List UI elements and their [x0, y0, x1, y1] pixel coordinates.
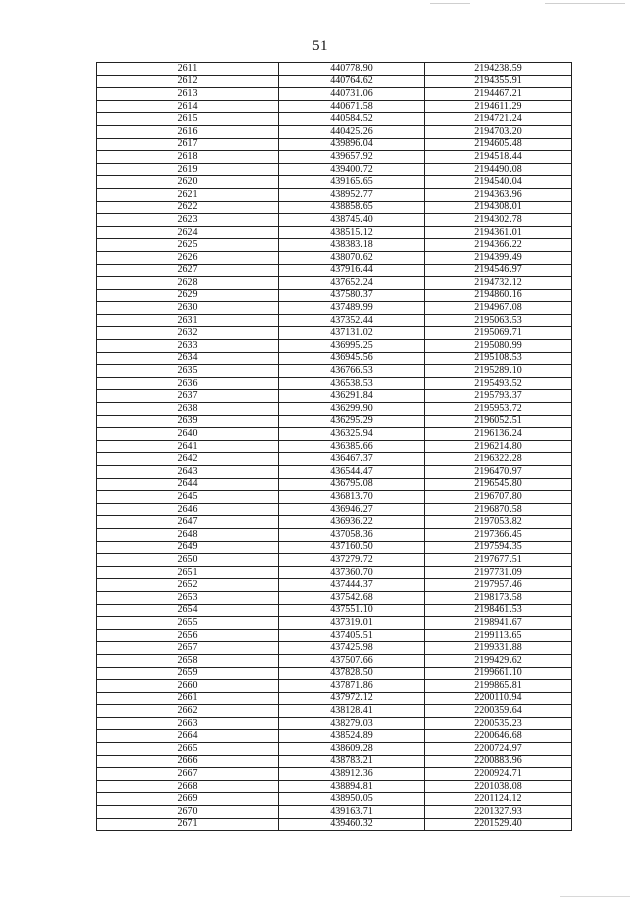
point-number-cell: 2648 — [97, 528, 279, 541]
x-coordinate-cell: 438524.89 — [279, 730, 425, 743]
x-coordinate-cell: 438279.03 — [279, 717, 425, 730]
table-row — [97, 352, 572, 365]
y-coordinate-cell: 2196136.24 — [425, 428, 572, 441]
table-row — [97, 176, 572, 189]
y-coordinate-cell: 2201038.08 — [425, 780, 572, 793]
x-coordinate-cell: 440731.06 — [279, 88, 425, 101]
y-coordinate-cell: 2194518.44 — [425, 151, 572, 164]
point-number-cell: 2671 — [97, 818, 279, 831]
table-row — [97, 390, 572, 403]
y-coordinate-cell: 2201529.40 — [425, 818, 572, 831]
point-number-cell: 2632 — [97, 327, 279, 340]
x-coordinate-cell: 437360.70 — [279, 566, 425, 579]
y-coordinate-cell: 2196322.28 — [425, 453, 572, 466]
point-number-cell: 2618 — [97, 151, 279, 164]
x-coordinate-cell: 438912.36 — [279, 768, 425, 781]
point-number-cell: 2642 — [97, 453, 279, 466]
x-coordinate-cell: 436295.29 — [279, 415, 425, 428]
table-row — [97, 554, 572, 567]
point-number-cell: 2666 — [97, 755, 279, 768]
table-row — [97, 503, 572, 516]
y-coordinate-cell: 2200724.97 — [425, 743, 572, 756]
y-coordinate-cell: 2201124.12 — [425, 793, 572, 806]
x-coordinate-cell: 440584.52 — [279, 113, 425, 126]
point-number-cell: 2627 — [97, 264, 279, 277]
x-coordinate-cell: 436795.08 — [279, 478, 425, 491]
y-coordinate-cell: 2201327.93 — [425, 806, 572, 819]
y-coordinate-cell: 2196214.80 — [425, 440, 572, 453]
table-row — [97, 251, 572, 264]
point-number-cell: 2654 — [97, 604, 279, 617]
point-number-cell: 2644 — [97, 478, 279, 491]
x-coordinate-cell: 438609.28 — [279, 743, 425, 756]
x-coordinate-cell: 439657.92 — [279, 151, 425, 164]
point-number-cell: 2668 — [97, 780, 279, 793]
point-number-cell: 2639 — [97, 415, 279, 428]
point-number-cell: 2652 — [97, 579, 279, 592]
x-coordinate-cell: 437871.86 — [279, 680, 425, 693]
point-number-cell: 2658 — [97, 654, 279, 667]
y-coordinate-cell: 2194860.16 — [425, 289, 572, 302]
x-coordinate-cell: 437916.44 — [279, 264, 425, 277]
point-number-cell: 2612 — [97, 75, 279, 88]
point-number-cell: 2640 — [97, 428, 279, 441]
x-coordinate-cell: 436936.22 — [279, 516, 425, 529]
x-coordinate-cell: 440671.58 — [279, 100, 425, 113]
x-coordinate-cell: 440778.90 — [279, 63, 425, 76]
table-row — [97, 88, 572, 101]
x-coordinate-cell: 440764.62 — [279, 75, 425, 88]
x-coordinate-cell: 437542.68 — [279, 591, 425, 604]
y-coordinate-cell: 2199331.88 — [425, 642, 572, 655]
table-row — [97, 579, 572, 592]
x-coordinate-cell: 439163.71 — [279, 806, 425, 819]
scan-artifact-bottom — [560, 896, 630, 897]
y-coordinate-cell: 2195289.10 — [425, 365, 572, 378]
y-coordinate-cell: 2197053.82 — [425, 516, 572, 529]
x-coordinate-cell: 439400.72 — [279, 163, 425, 176]
x-coordinate-cell: 438783.21 — [279, 755, 425, 768]
x-coordinate-cell: 436945.56 — [279, 352, 425, 365]
point-number-cell: 2670 — [97, 806, 279, 819]
point-number-cell: 2665 — [97, 743, 279, 756]
y-coordinate-cell: 2194302.78 — [425, 214, 572, 227]
point-number-cell: 2659 — [97, 667, 279, 680]
table-row — [97, 440, 572, 453]
point-number-cell: 2662 — [97, 705, 279, 718]
table-row — [97, 478, 572, 491]
table-row — [97, 604, 572, 617]
table-row — [97, 466, 572, 479]
table-row — [97, 717, 572, 730]
point-number-cell: 2645 — [97, 491, 279, 504]
x-coordinate-cell: 437972.12 — [279, 692, 425, 705]
table-row — [97, 403, 572, 416]
y-coordinate-cell: 2194605.48 — [425, 138, 572, 151]
point-number-cell: 2614 — [97, 100, 279, 113]
table-row — [97, 692, 572, 705]
x-coordinate-cell: 436544.47 — [279, 466, 425, 479]
table-row — [97, 188, 572, 201]
scan-artifact-top-1 — [430, 3, 470, 4]
table-row — [97, 793, 572, 806]
table-row — [97, 100, 572, 113]
y-coordinate-cell: 2200646.68 — [425, 730, 572, 743]
table-row — [97, 340, 572, 353]
table-row — [97, 377, 572, 390]
y-coordinate-cell: 2200110.94 — [425, 692, 572, 705]
table-row — [97, 806, 572, 819]
y-coordinate-cell: 2196707.80 — [425, 491, 572, 504]
table-row — [97, 566, 572, 579]
point-number-cell: 2635 — [97, 365, 279, 378]
table-row — [97, 680, 572, 693]
table-row — [97, 113, 572, 126]
table-row — [97, 264, 572, 277]
point-number-cell: 2655 — [97, 617, 279, 630]
table-row — [97, 768, 572, 781]
page-number: 51 — [312, 38, 328, 54]
table-row — [97, 617, 572, 630]
x-coordinate-cell: 437058.36 — [279, 528, 425, 541]
y-coordinate-cell: 2197731.09 — [425, 566, 572, 579]
coordinates-table-body — [97, 63, 572, 831]
point-number-cell: 2616 — [97, 125, 279, 138]
table-row — [97, 302, 572, 315]
x-coordinate-cell: 437352.44 — [279, 314, 425, 327]
y-coordinate-cell: 2194361.01 — [425, 226, 572, 239]
x-coordinate-cell: 440425.26 — [279, 125, 425, 138]
point-number-cell: 2626 — [97, 251, 279, 264]
scan-artifact-top-2 — [545, 3, 625, 4]
point-number-cell: 2625 — [97, 239, 279, 252]
point-number-cell: 2647 — [97, 516, 279, 529]
point-number-cell: 2622 — [97, 201, 279, 214]
x-coordinate-cell: 437507.66 — [279, 654, 425, 667]
table-row — [97, 75, 572, 88]
point-number-cell: 2661 — [97, 692, 279, 705]
point-number-cell: 2646 — [97, 503, 279, 516]
x-coordinate-cell: 438894.81 — [279, 780, 425, 793]
table-row — [97, 226, 572, 239]
y-coordinate-cell: 2195493.52 — [425, 377, 572, 390]
x-coordinate-cell: 438745.40 — [279, 214, 425, 227]
y-coordinate-cell: 2194355.91 — [425, 75, 572, 88]
y-coordinate-cell: 2194721.24 — [425, 113, 572, 126]
point-number-cell: 2663 — [97, 717, 279, 730]
point-number-cell: 2667 — [97, 768, 279, 781]
point-number-cell: 2636 — [97, 377, 279, 390]
table-row — [97, 428, 572, 441]
x-coordinate-cell: 437652.24 — [279, 277, 425, 290]
point-number-cell: 2628 — [97, 277, 279, 290]
y-coordinate-cell: 2195069.71 — [425, 327, 572, 340]
point-number-cell: 2637 — [97, 390, 279, 403]
y-coordinate-cell: 2197957.46 — [425, 579, 572, 592]
point-number-cell: 2624 — [97, 226, 279, 239]
table-row — [97, 239, 572, 252]
y-coordinate-cell: 2194967.08 — [425, 302, 572, 315]
y-coordinate-cell: 2195080.99 — [425, 340, 572, 353]
x-coordinate-cell: 439896.04 — [279, 138, 425, 151]
table-row — [97, 491, 572, 504]
point-number-cell: 2651 — [97, 566, 279, 579]
y-coordinate-cell: 2194308.01 — [425, 201, 572, 214]
y-coordinate-cell: 2194703.20 — [425, 125, 572, 138]
x-coordinate-cell: 438070.62 — [279, 251, 425, 264]
point-number-cell: 2656 — [97, 629, 279, 642]
table-row — [97, 780, 572, 793]
x-coordinate-cell: 437425.98 — [279, 642, 425, 655]
y-coordinate-cell: 2194399.49 — [425, 251, 572, 264]
x-coordinate-cell: 439460.32 — [279, 818, 425, 831]
x-coordinate-cell: 437489.99 — [279, 302, 425, 315]
point-number-cell: 2621 — [97, 188, 279, 201]
y-coordinate-cell: 2194467.21 — [425, 88, 572, 101]
table-row — [97, 163, 572, 176]
table-row — [97, 63, 572, 76]
x-coordinate-cell: 437580.37 — [279, 289, 425, 302]
table-row — [97, 415, 572, 428]
y-coordinate-cell: 2195108.53 — [425, 352, 572, 365]
x-coordinate-cell: 437319.01 — [279, 617, 425, 630]
y-coordinate-cell: 2196545.80 — [425, 478, 572, 491]
table-row — [97, 314, 572, 327]
x-coordinate-cell: 437828.50 — [279, 667, 425, 680]
point-number-cell: 2638 — [97, 403, 279, 416]
y-coordinate-cell: 2194366.22 — [425, 239, 572, 252]
point-number-cell: 2649 — [97, 541, 279, 554]
y-coordinate-cell: 2194540.04 — [425, 176, 572, 189]
point-number-cell: 2617 — [97, 138, 279, 151]
x-coordinate-cell: 438515.12 — [279, 226, 425, 239]
y-coordinate-cell: 2195063.53 — [425, 314, 572, 327]
table-row — [97, 629, 572, 642]
x-coordinate-cell: 436538.53 — [279, 377, 425, 390]
table-row — [97, 125, 572, 138]
x-coordinate-cell: 436995.25 — [279, 340, 425, 353]
y-coordinate-cell: 2194363.96 — [425, 188, 572, 201]
point-number-cell: 2650 — [97, 554, 279, 567]
table-row — [97, 214, 572, 227]
y-coordinate-cell: 2200924.71 — [425, 768, 572, 781]
y-coordinate-cell: 2194732.12 — [425, 277, 572, 290]
x-coordinate-cell: 436813.70 — [279, 491, 425, 504]
table-row — [97, 151, 572, 164]
table-row — [97, 365, 572, 378]
y-coordinate-cell: 2196870.58 — [425, 503, 572, 516]
y-coordinate-cell: 2194490.08 — [425, 163, 572, 176]
y-coordinate-cell: 2195793.37 — [425, 390, 572, 403]
x-coordinate-cell: 437279.72 — [279, 554, 425, 567]
table-row — [97, 667, 572, 680]
y-coordinate-cell: 2195953.72 — [425, 403, 572, 416]
y-coordinate-cell: 2200359.64 — [425, 705, 572, 718]
y-coordinate-cell: 2194611.29 — [425, 100, 572, 113]
table-row — [97, 743, 572, 756]
point-number-cell: 2623 — [97, 214, 279, 227]
x-coordinate-cell: 439165.65 — [279, 176, 425, 189]
point-number-cell: 2641 — [97, 440, 279, 453]
table-row — [97, 755, 572, 768]
x-coordinate-cell: 438128.41 — [279, 705, 425, 718]
y-coordinate-cell: 2197366.45 — [425, 528, 572, 541]
table-row — [97, 453, 572, 466]
y-coordinate-cell: 2198461.53 — [425, 604, 572, 617]
point-number-cell: 2653 — [97, 591, 279, 604]
y-coordinate-cell: 2198941.67 — [425, 617, 572, 630]
y-coordinate-cell: 2194546.97 — [425, 264, 572, 277]
x-coordinate-cell: 436385.66 — [279, 440, 425, 453]
point-number-cell: 2620 — [97, 176, 279, 189]
point-number-cell: 2619 — [97, 163, 279, 176]
x-coordinate-cell: 438858.65 — [279, 201, 425, 214]
y-coordinate-cell: 2194238.59 — [425, 63, 572, 76]
x-coordinate-cell: 437131.02 — [279, 327, 425, 340]
table-row — [97, 138, 572, 151]
point-number-cell: 2615 — [97, 113, 279, 126]
x-coordinate-cell: 436325.94 — [279, 428, 425, 441]
point-number-cell: 2630 — [97, 302, 279, 315]
x-coordinate-cell: 436946.27 — [279, 503, 425, 516]
x-coordinate-cell: 438950.05 — [279, 793, 425, 806]
table-row — [97, 591, 572, 604]
y-coordinate-cell: 2196470.97 — [425, 466, 572, 479]
x-coordinate-cell: 437444.37 — [279, 579, 425, 592]
x-coordinate-cell: 437551.10 — [279, 604, 425, 617]
point-number-cell: 2664 — [97, 730, 279, 743]
table-row — [97, 654, 572, 667]
y-coordinate-cell: 2197677.51 — [425, 554, 572, 567]
table-row — [97, 705, 572, 718]
x-coordinate-cell: 438952.77 — [279, 188, 425, 201]
point-number-cell: 2611 — [97, 63, 279, 76]
y-coordinate-cell: 2196052.51 — [425, 415, 572, 428]
point-number-cell: 2631 — [97, 314, 279, 327]
y-coordinate-cell: 2200883.96 — [425, 755, 572, 768]
coordinates-table — [96, 62, 572, 831]
point-number-cell: 2669 — [97, 793, 279, 806]
y-coordinate-cell: 2199865.81 — [425, 680, 572, 693]
point-number-cell: 2660 — [97, 680, 279, 693]
table-row — [97, 642, 572, 655]
y-coordinate-cell: 2199661.10 — [425, 667, 572, 680]
table-row — [97, 277, 572, 290]
x-coordinate-cell: 438383.18 — [279, 239, 425, 252]
y-coordinate-cell: 2199113.65 — [425, 629, 572, 642]
x-coordinate-cell: 436467.37 — [279, 453, 425, 466]
point-number-cell: 2643 — [97, 466, 279, 479]
table-row — [97, 528, 572, 541]
table-row — [97, 327, 572, 340]
point-number-cell: 2633 — [97, 340, 279, 353]
point-number-cell: 2634 — [97, 352, 279, 365]
table-row — [97, 201, 572, 214]
table-row — [97, 516, 572, 529]
table-row — [97, 289, 572, 302]
point-number-cell: 2613 — [97, 88, 279, 101]
x-coordinate-cell: 437160.50 — [279, 541, 425, 554]
table-row — [97, 818, 572, 831]
y-coordinate-cell: 2198173.58 — [425, 591, 572, 604]
x-coordinate-cell: 436299.90 — [279, 403, 425, 416]
y-coordinate-cell: 2200535.23 — [425, 717, 572, 730]
table-row — [97, 730, 572, 743]
x-coordinate-cell: 436291.84 — [279, 390, 425, 403]
y-coordinate-cell: 2199429.62 — [425, 654, 572, 667]
x-coordinate-cell: 436766.53 — [279, 365, 425, 378]
y-coordinate-cell: 2197594.35 — [425, 541, 572, 554]
point-number-cell: 2657 — [97, 642, 279, 655]
x-coordinate-cell: 437405.51 — [279, 629, 425, 642]
point-number-cell: 2629 — [97, 289, 279, 302]
table-row — [97, 541, 572, 554]
